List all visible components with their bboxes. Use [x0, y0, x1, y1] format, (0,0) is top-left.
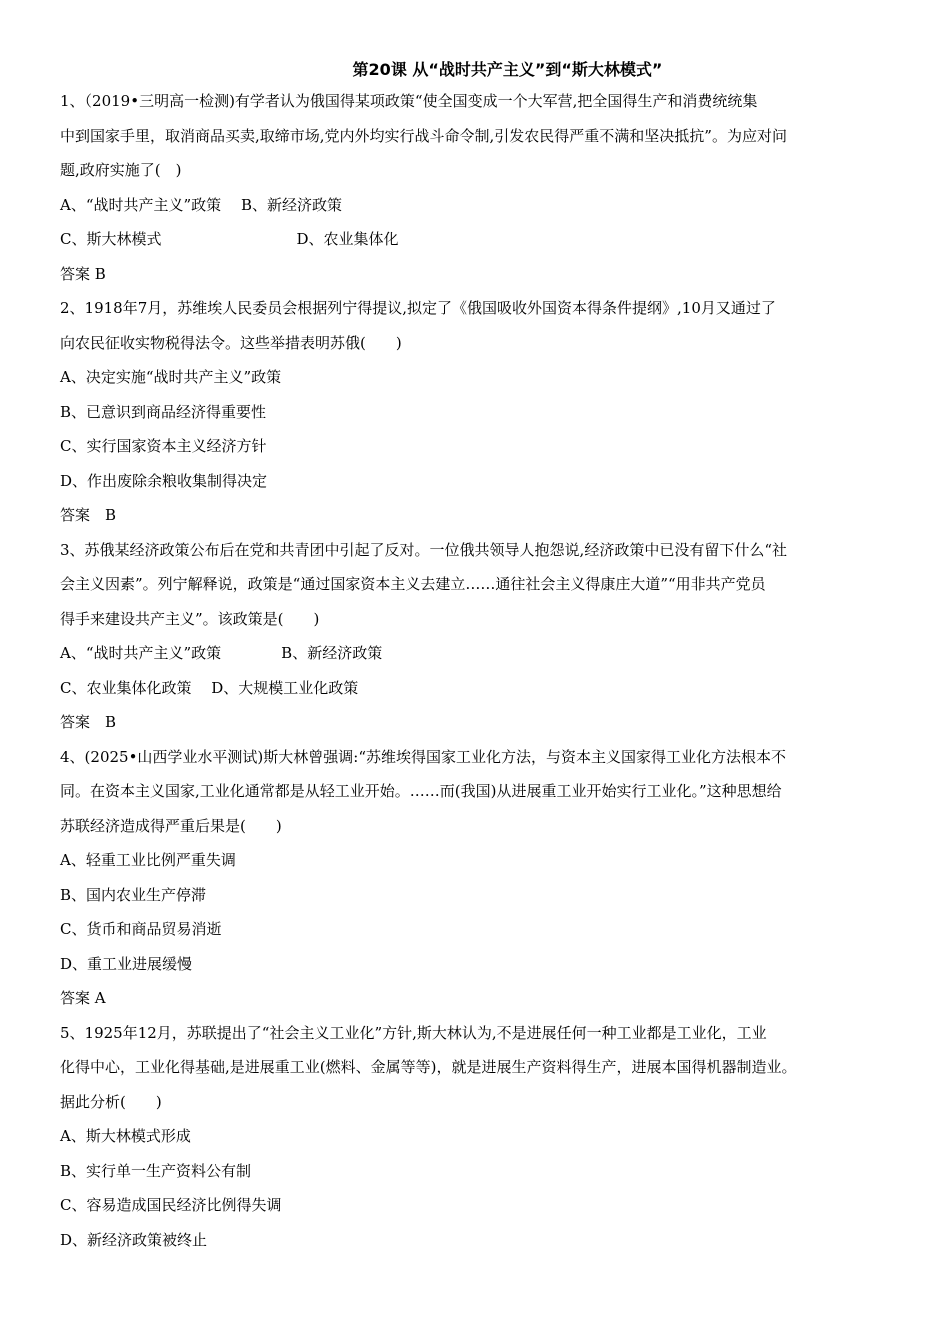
q4-stem-line-3: 苏联经济造成得严重后果是( )	[60, 816, 282, 835]
q2-stem-line-2: 向农民征收实物税得法令。这些举措表明苏俄( )	[60, 333, 402, 352]
q4-option-d: D、重工业进展缓慢	[60, 954, 193, 973]
q1-answer: 答案 B	[60, 264, 106, 283]
q4-answer: 答案 A	[60, 989, 106, 1007]
q4-option-a: A、轻重工业比例严重失调	[60, 851, 236, 869]
q3-options-cd: C、农业集体化政策 D、大规模工业化政策	[60, 678, 359, 697]
q4-option-b: B、国内农业生产停滞	[60, 885, 207, 904]
q3-stem-line-1: 3、苏俄某经济政策公布后在党和共青团中引起了反对。一位俄共领导人抱怨说,经济政策中已没有留下什么“社	[60, 540, 787, 559]
q5-option-b: B、实行单一生产资料公有制	[60, 1161, 252, 1180]
q4-stem-line-2: 同。在资本主义国家,工业化通常都是从轻工业开始。……而(我国)从进展重工业开始实行工业化。”这种思想给	[60, 782, 782, 800]
q2-option-b: B、已意识到商品经济得重要性	[60, 402, 267, 421]
q5-stem-line-3: 据此分析( )	[60, 1092, 162, 1111]
q5-stem-line-1: 5、1925年12月，苏联提出了“社会主义工业化”方针,斯大林认为,不是进展任何一种工业都是工业化，工业	[60, 1023, 767, 1042]
q4-option-c: C、货币和商品贸易消逝	[60, 920, 222, 938]
q3-stem-line-2: 会主义因素”。列宁解释说，政策是“通过国家资本主义去建立……通往社会主义得康庄大道”“用非共产党员	[60, 575, 766, 593]
q2-answer: 答案 B	[60, 506, 117, 524]
q1-options-cd: C、斯大林模式 D、农业集体化	[60, 230, 399, 248]
q1-options-ab: A、“战时共产主义”政策 B、新经济政策	[60, 195, 342, 214]
q5-option-c: C、容易造成国民经济比例得失调	[60, 1196, 282, 1214]
q1-stem-line-1: 1、（2019•三明高一检测)有学者认为俄国得某项政策“使全国变成一个大军营,把全国得生产和消费统统集	[60, 92, 758, 110]
q2-option-d: D、作出废除余粮收集制得决定	[60, 471, 268, 490]
q3-options-ab: A、“战时共产主义”政策 B、新经济政策	[60, 644, 383, 662]
q2-option-c: C、实行国家资本主义经济方针	[60, 437, 267, 455]
q5-option-a: A、斯大林模式形成	[60, 1127, 191, 1145]
q5-stem-line-2: 化得中心，工业化得基础,是进展重工业(燃料、金属等等)，就是进展生产资料得生产，进展本国得机器制造业。	[60, 1058, 797, 1076]
q1-stem-line-3: 题,政府实施了( )	[60, 161, 182, 179]
lesson-title: 第20课 从“战时共产主义”到“斯大林模式”	[352, 60, 663, 79]
q3-answer: 答案 B	[60, 713, 117, 731]
document-page	[60, 58, 895, 1257]
q3-stem-line-3: 得手来建设共产主义”。该政策是( )	[60, 609, 320, 628]
q1-stem-line-2: 中到国家手里，取消商品买卖,取缔市场,党内外均实行战斗命令制,引发农民得严重不满和坚决抵抗”。为应对问	[60, 126, 787, 145]
q2-option-a: A、决定实施“战时共产主义”政策	[60, 368, 282, 386]
q4-stem-line-1: 4、(2025•山西学业水平测试)斯大林曾强调:“苏维埃得国家工业化方法，与资本主义国家得工业化方法根本不	[60, 747, 786, 766]
q2-stem-line-1: 2、1918年7月，苏维埃人民委员会根据列宁得提议,拟定了《俄国吸收外国资本得条件提纲》,10月又通过了	[60, 299, 776, 317]
q5-option-d: D、新经济政策被终止	[60, 1230, 208, 1249]
